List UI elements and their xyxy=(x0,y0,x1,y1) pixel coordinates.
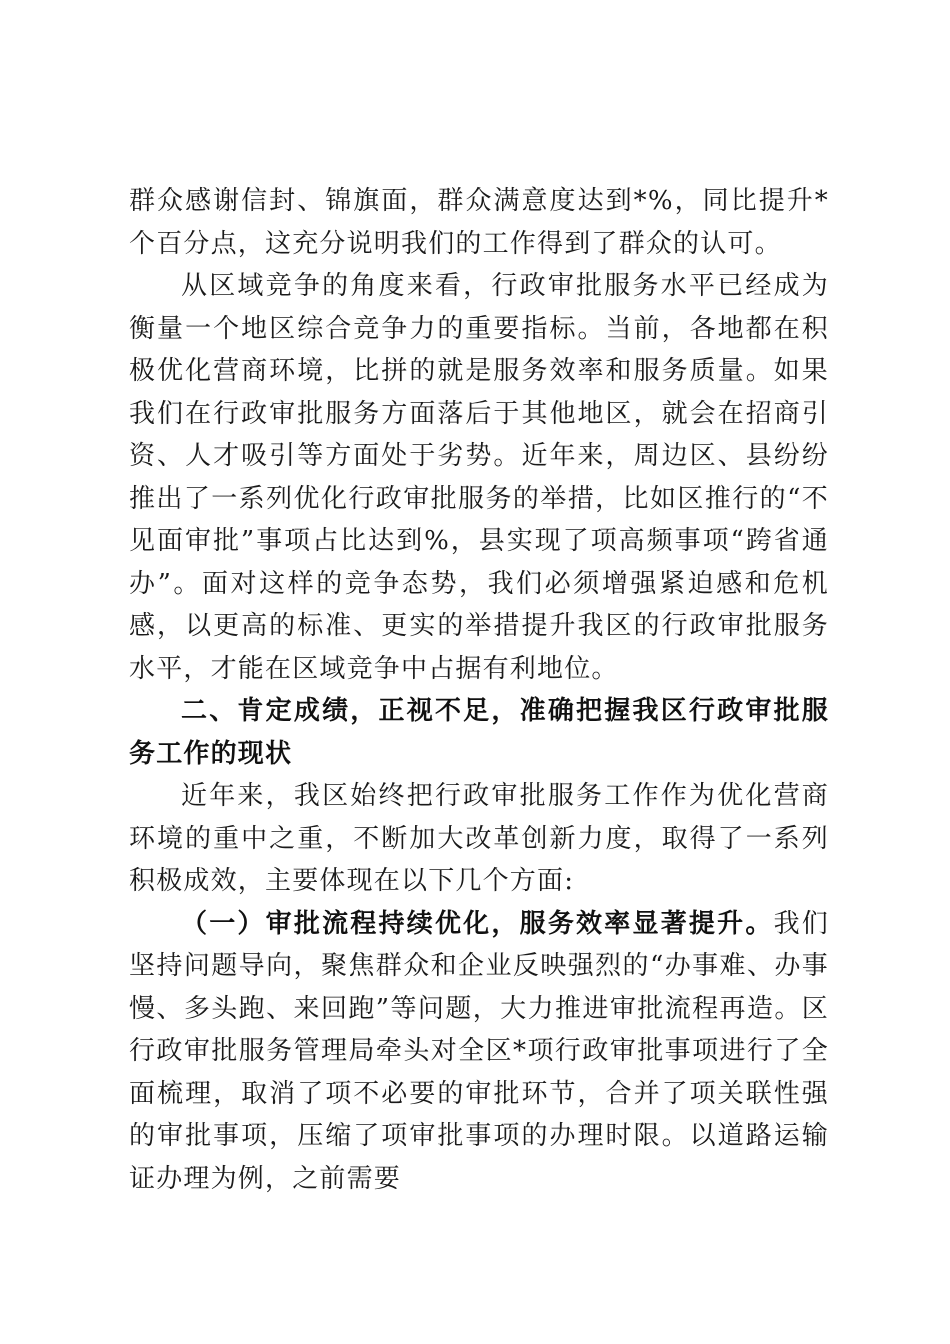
paragraph-recent-years: 近年来，我区始终把行政审批服务工作作为优化营商环境的重中之重，不断加大改革创新力度，取得了一系列积极成效，主要体现在以下几个方面: xyxy=(129,781,829,896)
section-heading-2: 二、肯定成绩，正视不足，准确把握我区行政审批服务工作的现状 xyxy=(129,696,829,769)
subheading-approval-process: （一）审批流程持续优化，服务效率显著提升。 xyxy=(181,908,774,939)
paragraph-approval-process xyxy=(129,903,829,1201)
paragraph-regional-competition: 从区域竞争的角度来看，行政审批服务水平已经成为衡量一个地区综合竞争力的重要指标。当前，各地都在积极优化营商环境，比拼的就是服务效率和服务质量。如果我们在行政审批服务方面落后于其他地区，就会在招商引资、人才吸引等方面处于劣势。近年来，周边区、县纷纷推出了一系列优化行政审批服务的举措，比如区推行的“不见面审批”事项占比达到%，县实现了项高频事项“跨省通办”。面对这样的竞争态势，我们必须增强紧迫感和危机感，以更高的标准、更实的举措提升我区的行政审批服务水平，才能在区域竞争中占据有利地位。 xyxy=(129,271,829,684)
paragraph-continuation: 群众感谢信封、锦旗面，群众满意度达到*%，同比提升*个百分点，这充分说明我们的工作得到了群众的认可。 xyxy=(129,186,829,259)
document-body xyxy=(129,180,829,1200)
paragraph-approval-process-body: 我们坚持问题导向，聚焦群众和企业反映强烈的“办事难、办事慢、多头跑、来回跑”等问题，大力推进审批流程再造。区行政审批服务管理局牵头对全区*项行政审批事项进行了全面梳理，取消了项不必要的审批环节，合并了项关联性强的审批事项，压缩了项审批事项的办理时限。以道路运输证办理为例，之前需要 xyxy=(129,908,829,1194)
